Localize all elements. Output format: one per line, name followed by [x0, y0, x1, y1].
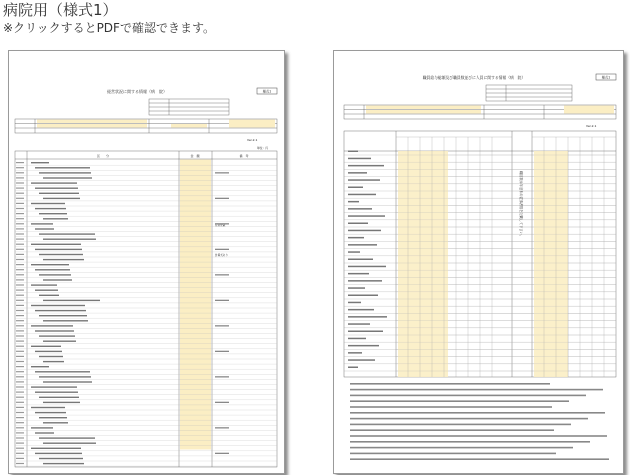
- col-header-category: 区 分: [96, 154, 110, 158]
- remark-formula: 計算式あり: [215, 254, 228, 257]
- remark-optional: 任意記載: [215, 224, 226, 227]
- form-tag: 様式1: [601, 75, 611, 80]
- pdf-thumbnail-management-status[interactable]: [8, 50, 285, 474]
- click-note: ※クリックするとPDFで確認できます。: [3, 21, 215, 35]
- unit-label: 単位：円: [257, 146, 269, 150]
- page-title: 病院用（様式1）: [3, 1, 118, 19]
- doc-heading: 経営状況に関する情報（病 院）: [107, 89, 167, 94]
- version-label: Ver.2.1: [586, 124, 597, 128]
- version-label: Ver.2.1: [247, 138, 258, 142]
- document-preview: [9, 51, 284, 473]
- doc-heading: 職員給与総額及び職員数並びに人員に関する情報（病 院）: [422, 75, 526, 80]
- vertical-note: 職員数は年度末の従事者数を記載して下さい。: [519, 171, 523, 238]
- document-preview: [334, 51, 623, 473]
- footnote-lines: [350, 383, 609, 460]
- pdf-thumbnail-staff-salary[interactable]: [333, 50, 624, 474]
- col-header-amount: 金 額: [190, 154, 200, 158]
- form-tag: 様式1: [262, 89, 272, 94]
- col-header-remarks: 備 考: [239, 154, 249, 158]
